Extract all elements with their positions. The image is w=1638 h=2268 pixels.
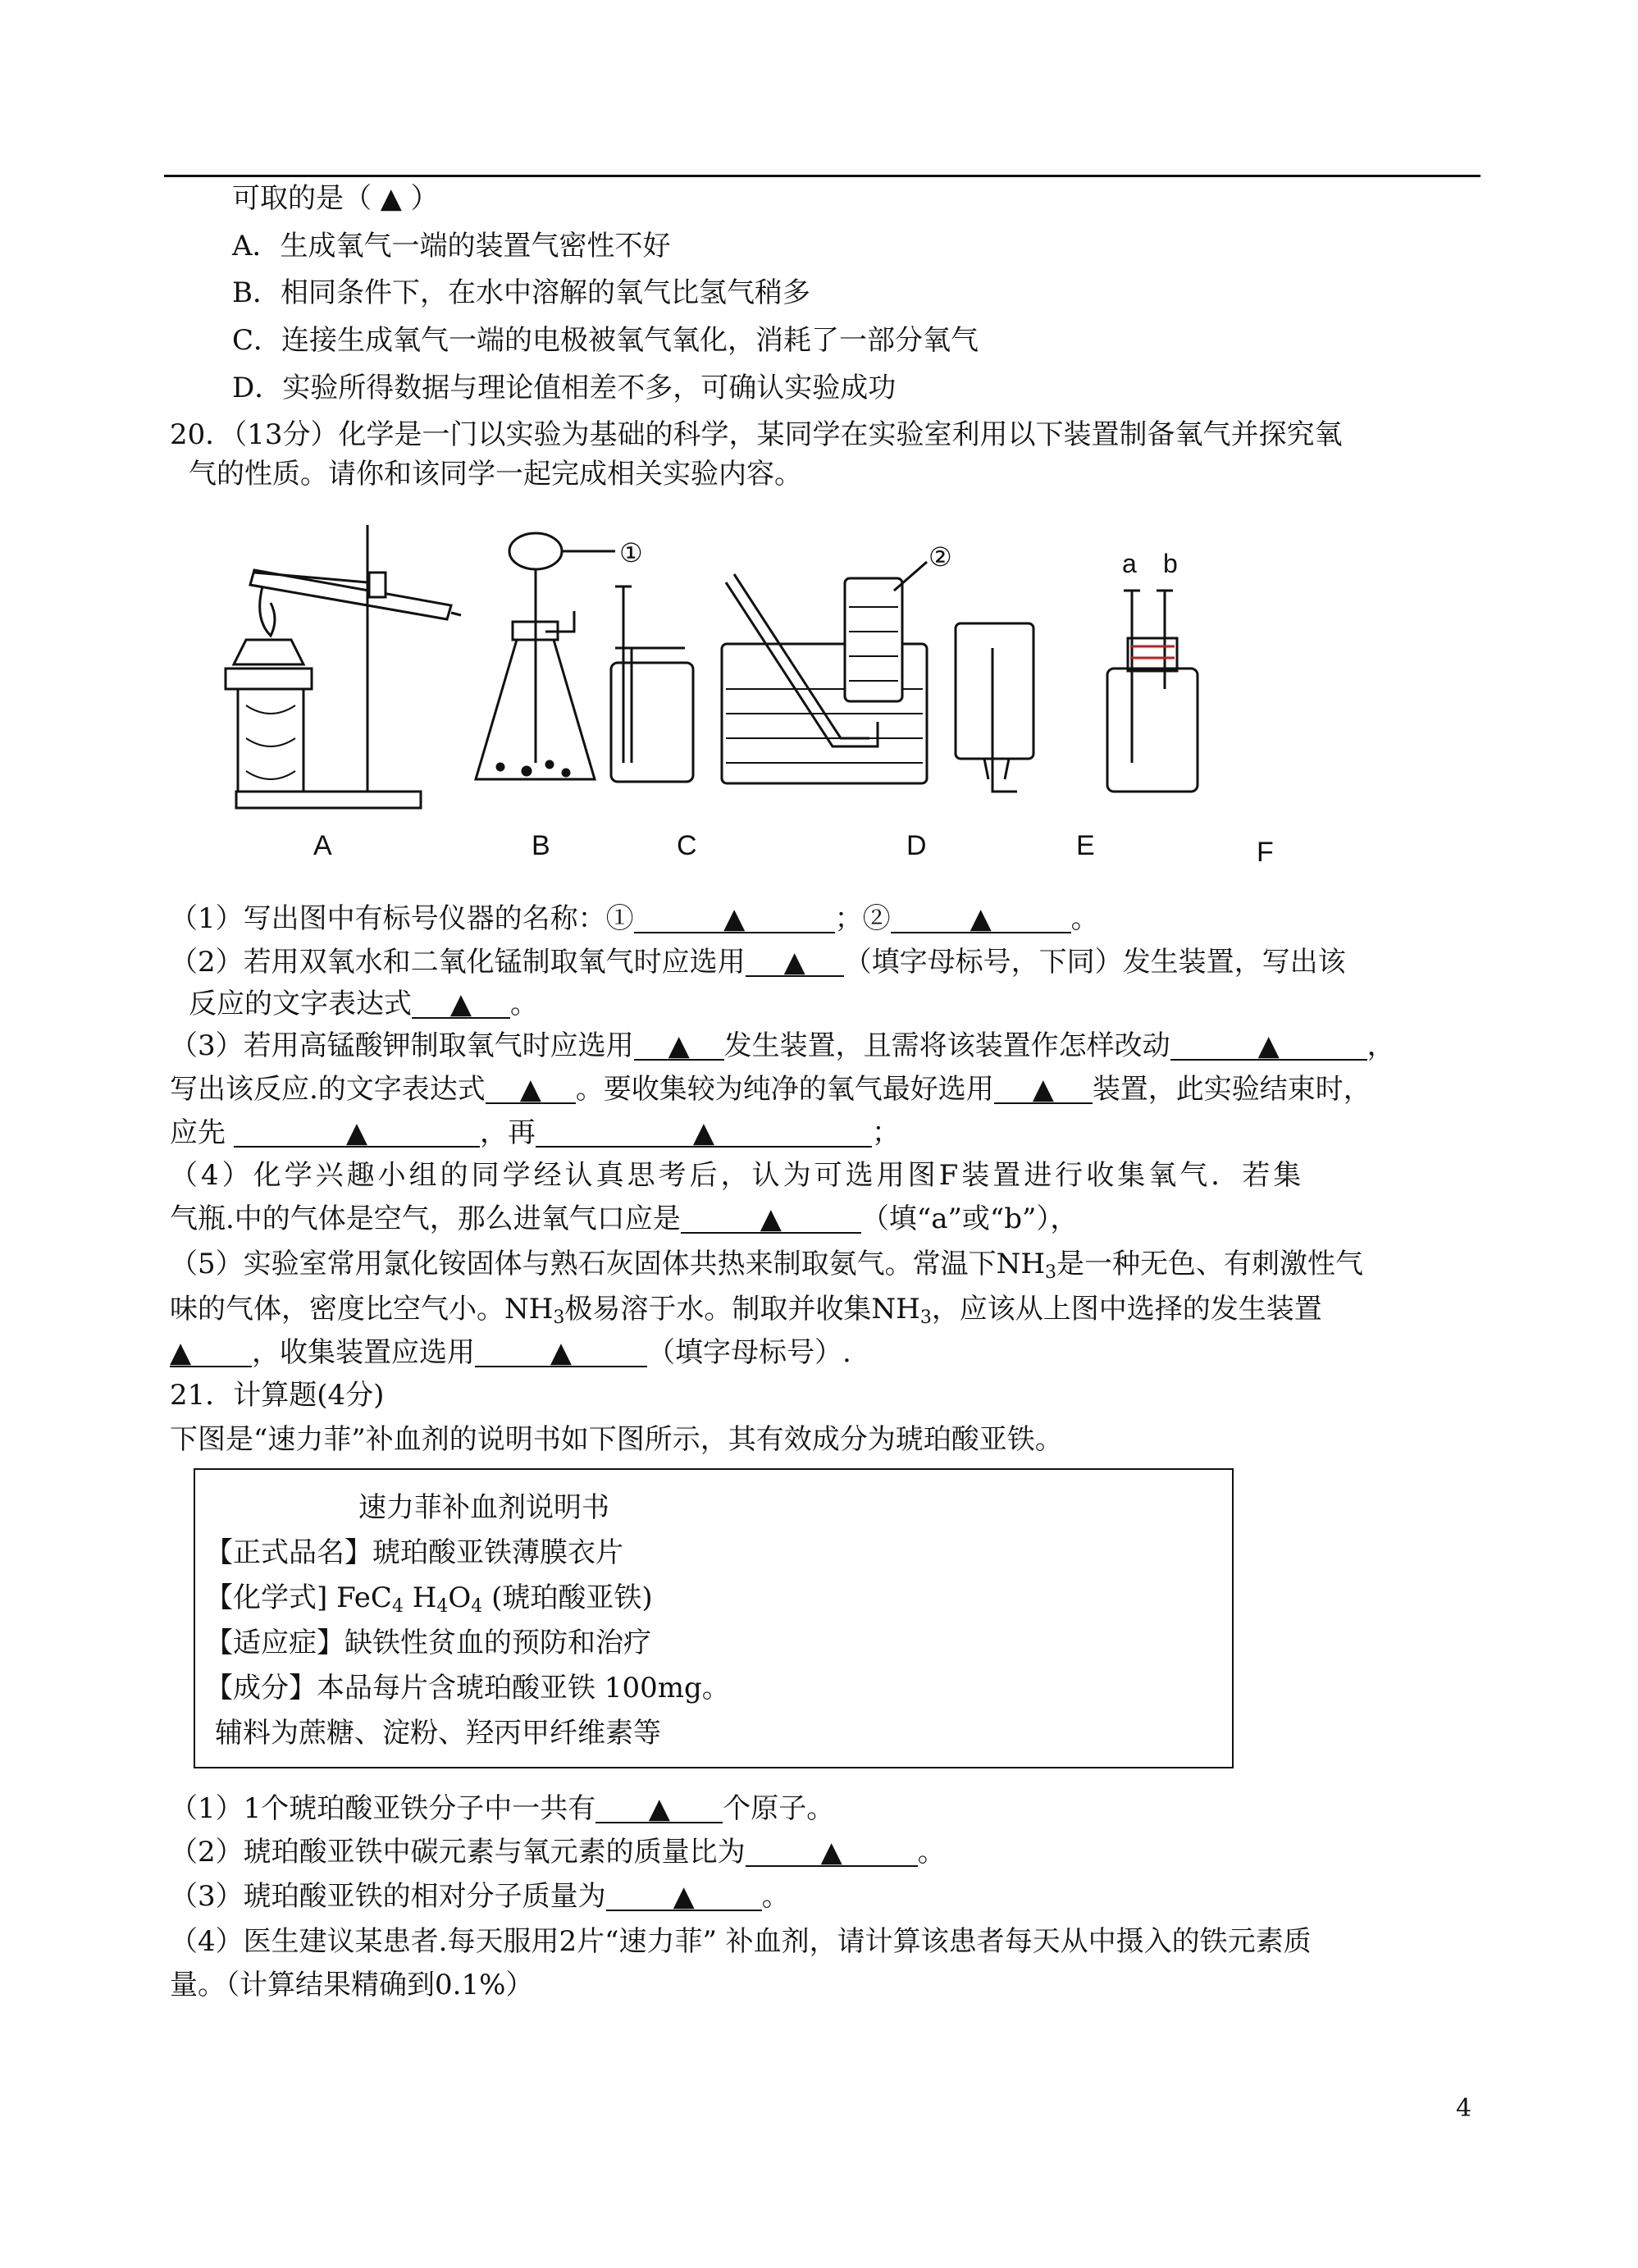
apparatus-d [722, 574, 927, 783]
leaflet-line-name: 【正式品名】琥珀酸亚铁薄膜衣片 [205, 1536, 623, 1569]
apparatus-a [226, 525, 461, 808]
q20-part4-line1: （4）化学兴趣小组的同学经认真思考后，认为可选用图F装置进行收集氧气．若集 [170, 1159, 1305, 1192]
q21-intro: 下图是“速力菲”补血剂的说明书如下图所示，其有效成分为琥珀酸亚铁。 [170, 1423, 1063, 1456]
port-label-a: a [1122, 549, 1137, 578]
answer-blank[interactable]: ▲ [170, 1336, 252, 1367]
answer-blank[interactable]: ▲ [412, 988, 510, 1019]
q20-line2: 气的性质。请你和该同学一起完成相关实验内容。 [189, 458, 802, 491]
answer-blank[interactable]: ▲ [634, 1029, 724, 1061]
apparatus-e [956, 623, 1033, 792]
answer-blank[interactable]: ▲ [994, 1073, 1093, 1104]
q21-title: 21．计算题(4分) [170, 1379, 385, 1412]
answer-blank[interactable]: ▲ [746, 1836, 918, 1867]
q20-part3b: 写出该反应.的文字表达式 ▲ 。要收集较为纯净的氧气最好选用 ▲ 装置，此实验结束时， [170, 1073, 1371, 1106]
answer-blank[interactable]: ▲ [234, 1116, 480, 1148]
q20-part1: （1）写出图中有标号仪器的名称：① ▲ ；② ▲ 。 [170, 902, 1099, 935]
apparatus-c [611, 586, 693, 782]
leaflet-line-excipients: 辅料为蔗糖、淀粉、羟丙甲纤维素等 [215, 1717, 661, 1750]
label-D: D [906, 830, 927, 861]
q20-part2: （2）若用双氧水和二氧化锰制取氧气时应选用 ▲ （填字母标号，下同）发生装置，写出该 [170, 946, 1346, 979]
answer-blank[interactable]: ▲ [681, 1202, 861, 1234]
leaflet-line-indication: 【适应症】缺铁性贫血的预防和治疗 [205, 1627, 651, 1659]
answer-blank[interactable]: ▲ [536, 1116, 872, 1148]
answer-blank[interactable]: ▲ [475, 1336, 647, 1367]
q19-option-d: D．实验所得数据与理论值相差不多，可确认实验成功 [232, 372, 897, 404]
q20-part5-line1: （5）实验室常用氯化铵固体与熟石灰固体共热来制取氨气。常温下$NH_3$是一种无色、有刺激性气 [170, 1248, 1364, 1283]
apparatus-f [1107, 591, 1198, 792]
q20-part5-line2: 味的气体，密度比空气小。$NH_3$极易溶于水。制取并收集$NH_3$，应该从上图中选择的发生装置 [170, 1293, 1322, 1328]
q19-option-b: B．相同条件下，在水中溶解的氧气比氢气稍多 [232, 276, 810, 309]
callout-2: ② [929, 542, 952, 572]
answer-blank[interactable]: ▲ [1170, 1029, 1367, 1061]
q19-option-c: C．连接生成氧气一端的电极被氧气氧化，消耗了一部分氧气 [232, 324, 979, 357]
answer-blank[interactable]: ▲ [595, 1792, 723, 1823]
q19-stem: 可取的是（ ▲ ） [232, 182, 439, 215]
q21-sub3: （3）琥珀酸亚铁的相对分子质量为 ▲ 。 [170, 1880, 790, 1913]
q20-part5-line3: ▲ ，收集装置应选用 ▲ （填字母标号）. [170, 1336, 851, 1369]
label-A: A [313, 830, 332, 861]
answer-blank[interactable]: ▲ [746, 946, 844, 977]
callout-1: ① [619, 538, 643, 568]
q21-sub2: （2）琥珀酸亚铁中碳元素与氧元素的质量比为 ▲ 。 [170, 1836, 946, 1869]
answer-blank[interactable]: ▲ [634, 902, 835, 933]
page-number: 4 [1456, 2094, 1472, 2123]
label-B: B [532, 830, 550, 861]
label-E: E [1076, 830, 1095, 861]
q20-part2b: 反应的文字表达式 ▲ 。 [189, 988, 538, 1020]
header-rule [164, 175, 1481, 177]
q20-part3c: 应先 ▲ ，再 ▲ ； [170, 1116, 900, 1149]
label-C: C [677, 830, 697, 861]
apparatus-b [476, 533, 615, 779]
label-F: F [1257, 837, 1274, 868]
leaflet-line-ingredients: 【成分】本品每片含琥珀酸亚铁 100mg。 [205, 1672, 730, 1704]
leaflet-heading: 速力菲补血剂说明书 [358, 1491, 609, 1524]
leaflet-line-formula: 【化学式] FeC$_4$ $H_4O_4$ (琥珀酸亚铁) [205, 1581, 653, 1617]
answer-blank[interactable]: ▲ [891, 902, 1071, 933]
answer-blank[interactable]: ▲ [606, 1880, 762, 1911]
port-label-b: b [1163, 549, 1178, 578]
q20-part3: （3）若用高锰酸钾制取氧气时应选用 ▲ 发生装置，且需将该装置作怎样改动 ▲ ， [170, 1029, 1395, 1062]
q20-part4: 气瓶.中的气体是空气，那么进氧气口应是 ▲ （填“a”或“b”）， [170, 1202, 1079, 1235]
q21-sub1: （1）1个琥珀酸亚铁分子中一共有 ▲ 个原子。 [170, 1792, 835, 1825]
apparatus-figure [221, 500, 1370, 878]
q20-line1: 20．（13分）化学是一门以实验为基础的科学，某同学在实验室利用以下装置制备氧气并探究氧 [170, 418, 1343, 451]
q19-option-a: A．生成氧气一端的装置气密性不好 [232, 230, 671, 262]
answer-blank[interactable]: ▲ [486, 1073, 576, 1104]
q21-sub4-line2: 量。（计算结果精确到0.1%） [170, 1969, 534, 2001]
q21-sub4-line1: （4）医生建议某患者.每天服用2片“速力菲” 补血剂，请计算该患者每天从中摄入的铁元素质 [170, 1925, 1312, 1958]
